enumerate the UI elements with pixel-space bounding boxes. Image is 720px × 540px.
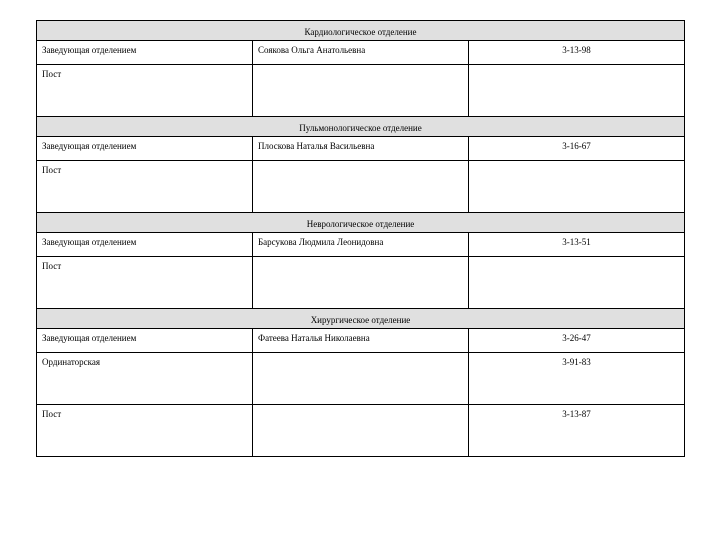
role-cell: Пост — [37, 161, 253, 213]
role-cell: Ординаторская — [37, 353, 253, 405]
contact-row — [37, 405, 685, 457]
role-cell: Заведующая отделением — [37, 233, 253, 257]
section-title: Неврологическое отделение — [37, 213, 685, 233]
section-header-row — [37, 21, 685, 41]
contact-row — [37, 353, 685, 405]
name-cell — [253, 161, 469, 213]
contact-row — [37, 161, 685, 213]
head-of-department-row — [37, 233, 685, 257]
phone-cell: 3-13-98 — [469, 41, 685, 65]
role-cell: Пост — [37, 257, 253, 309]
phone-cell: 3-91-83 — [469, 353, 685, 405]
section-header-row — [37, 213, 685, 233]
name-cell: Барсукова Людмила Леонидовна — [253, 233, 469, 257]
name-cell: Фатеева Наталья Николаевна — [253, 329, 469, 353]
phone-cell — [469, 161, 685, 213]
head-of-department-row — [37, 137, 685, 161]
phone-cell — [469, 257, 685, 309]
role-cell: Пост — [37, 405, 253, 457]
role-cell: Заведующая отделением — [37, 137, 253, 161]
role-cell: Пост — [37, 65, 253, 117]
name-cell: Соякова Ольга Анатольевна — [253, 41, 469, 65]
department-directory-table — [36, 20, 685, 457]
name-cell — [253, 257, 469, 309]
section-header-row — [37, 309, 685, 329]
section-header-row — [37, 117, 685, 137]
contact-row — [37, 257, 685, 309]
section-title: Кардиологическое отделение — [37, 21, 685, 41]
name-cell — [253, 65, 469, 117]
head-of-department-row — [37, 329, 685, 353]
phone-cell: 3-13-87 — [469, 405, 685, 457]
name-cell — [253, 405, 469, 457]
section-title: Хирургическое отделение — [37, 309, 685, 329]
name-cell: Плоскова Наталья Васильевна — [253, 137, 469, 161]
phone-cell: 3-26-47 — [469, 329, 685, 353]
name-cell — [253, 353, 469, 405]
head-of-department-row — [37, 41, 685, 65]
role-cell: Заведующая отделением — [37, 329, 253, 353]
role-cell: Заведующая отделением — [37, 41, 253, 65]
phone-cell: 3-16-67 — [469, 137, 685, 161]
contact-row — [37, 65, 685, 117]
phone-cell: 3-13-51 — [469, 233, 685, 257]
section-title: Пульмонологическое отделение — [37, 117, 685, 137]
phone-cell — [469, 65, 685, 117]
